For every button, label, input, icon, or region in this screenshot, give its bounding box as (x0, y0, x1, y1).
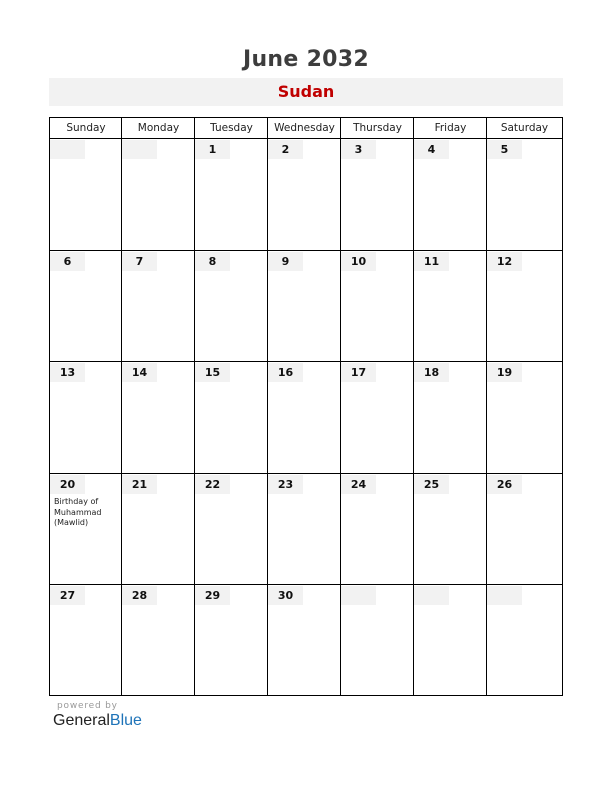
day-cell[interactable] (268, 362, 341, 474)
day-number-box (487, 363, 522, 382)
day-number-box (414, 140, 449, 159)
day-number: 13 (59, 366, 76, 379)
day-number-box (122, 252, 157, 271)
day-number: 28 (131, 589, 148, 602)
day-number (487, 586, 522, 605)
holiday-event: Birthday of Muhammad (Mawlid) (54, 497, 102, 527)
weekday-header: Wednesday (274, 122, 335, 134)
day-number-box (122, 140, 157, 159)
day-number: 27 (59, 589, 76, 602)
day-number: 10 (350, 255, 367, 268)
day-number-box (50, 363, 85, 382)
day-number-box (487, 586, 522, 605)
brand-blue: Blue (109, 712, 142, 729)
day-number: 9 (281, 255, 290, 268)
day-cell[interactable] (341, 585, 414, 695)
day-number: 22 (204, 478, 221, 491)
day-cell[interactable] (195, 474, 268, 585)
day-cell[interactable] (195, 251, 268, 362)
country-banner (49, 78, 563, 106)
day-number-box (195, 140, 230, 159)
day-cell[interactable] (341, 139, 414, 251)
day-number-box (268, 252, 303, 271)
day-number-box (487, 140, 522, 159)
day-number: 19 (496, 366, 513, 379)
day-cell[interactable] (122, 474, 195, 585)
day-number-box (341, 586, 376, 605)
generalblue-logo[interactable] (53, 712, 142, 730)
day-cell[interactable] (50, 585, 122, 695)
day-number-box (341, 363, 376, 382)
day-number-box (122, 475, 157, 494)
day-number-box (122, 363, 157, 382)
day-cell[interactable] (487, 139, 562, 251)
day-cell[interactable] (414, 585, 487, 695)
day-number-box (268, 363, 303, 382)
day-number: 5 (500, 143, 509, 156)
weekday-header: Sunday (66, 122, 106, 134)
day-cell[interactable] (487, 585, 562, 695)
day-number: 26 (496, 478, 513, 491)
day-number: 8 (208, 255, 217, 268)
day-number: 6 (63, 255, 72, 268)
day-number: 23 (277, 478, 294, 491)
day-cell[interactable] (50, 139, 122, 251)
day-number: 11 (423, 255, 440, 268)
day-number: 1 (208, 143, 217, 156)
day-cell[interactable] (50, 474, 122, 585)
powered-by-text: powered by (57, 701, 118, 711)
day-number-box (414, 363, 449, 382)
day-number-box (487, 475, 522, 494)
day-cell[interactable] (341, 474, 414, 585)
weekday-header: Monday (137, 122, 180, 134)
day-cell[interactable] (268, 139, 341, 251)
page-title: June 2032 (242, 47, 370, 72)
day-cell[interactable] (341, 251, 414, 362)
day-cell[interactable] (122, 585, 195, 695)
day-number-box (268, 140, 303, 159)
day-number (50, 140, 85, 159)
day-number: 21 (131, 478, 148, 491)
calendar-grid (49, 117, 563, 696)
day-number-box (487, 252, 522, 271)
day-cell[interactable] (50, 251, 122, 362)
day-number-box (195, 252, 230, 271)
day-cell[interactable] (122, 139, 195, 251)
day-number: 25 (423, 478, 440, 491)
day-number-box (341, 140, 376, 159)
weekday-header: Friday (434, 122, 467, 134)
day-number-box (50, 140, 85, 159)
day-cell[interactable] (195, 139, 268, 251)
brand-general: General (53, 712, 110, 729)
day-cell[interactable] (122, 251, 195, 362)
day-number-box (50, 475, 85, 494)
weekday-header: Saturday (500, 122, 549, 134)
day-number: 12 (496, 255, 513, 268)
country-name: Sudan (277, 82, 335, 101)
day-number-box (50, 586, 85, 605)
day-number-box (341, 252, 376, 271)
day-cell[interactable] (341, 362, 414, 474)
day-cell[interactable] (50, 362, 122, 474)
day-number (414, 586, 449, 605)
day-cell[interactable] (487, 474, 562, 585)
day-number-box (195, 363, 230, 382)
day-number-box (195, 586, 230, 605)
weekday-header: Thursday (353, 122, 402, 134)
day-number-box (414, 252, 449, 271)
day-number: 2 (281, 143, 290, 156)
day-number-box (414, 475, 449, 494)
day-number: 3 (354, 143, 363, 156)
day-number-box (341, 475, 376, 494)
day-number: 16 (277, 366, 294, 379)
day-number: 29 (204, 589, 221, 602)
day-cell[interactable] (195, 362, 268, 474)
day-cell[interactable] (268, 474, 341, 585)
day-cell[interactable] (487, 251, 562, 362)
day-number: 7 (135, 255, 144, 268)
day-number: 4 (427, 143, 436, 156)
day-number-box (268, 475, 303, 494)
day-number: 30 (277, 589, 294, 602)
day-number-box (195, 475, 230, 494)
day-number: 24 (350, 478, 367, 491)
day-cell[interactable] (122, 362, 195, 474)
day-number (341, 586, 376, 605)
day-cell[interactable] (487, 362, 562, 474)
day-number (122, 140, 157, 159)
day-cell[interactable] (414, 139, 487, 251)
day-number-box (414, 586, 449, 605)
day-number-box (50, 252, 85, 271)
day-cell[interactable] (195, 585, 268, 695)
day-number-box (122, 586, 157, 605)
weekday-header: Tuesday (210, 122, 253, 134)
day-number: 18 (423, 366, 440, 379)
day-number-box (268, 586, 303, 605)
day-cell[interactable] (414, 251, 487, 362)
day-number: 20 (59, 478, 76, 491)
day-cell[interactable] (414, 362, 487, 474)
day-cell[interactable] (414, 474, 487, 585)
day-number: 14 (131, 366, 148, 379)
day-number: 15 (204, 366, 221, 379)
day-number: 17 (350, 366, 367, 379)
day-cell[interactable] (268, 251, 341, 362)
day-cell[interactable] (268, 585, 341, 695)
